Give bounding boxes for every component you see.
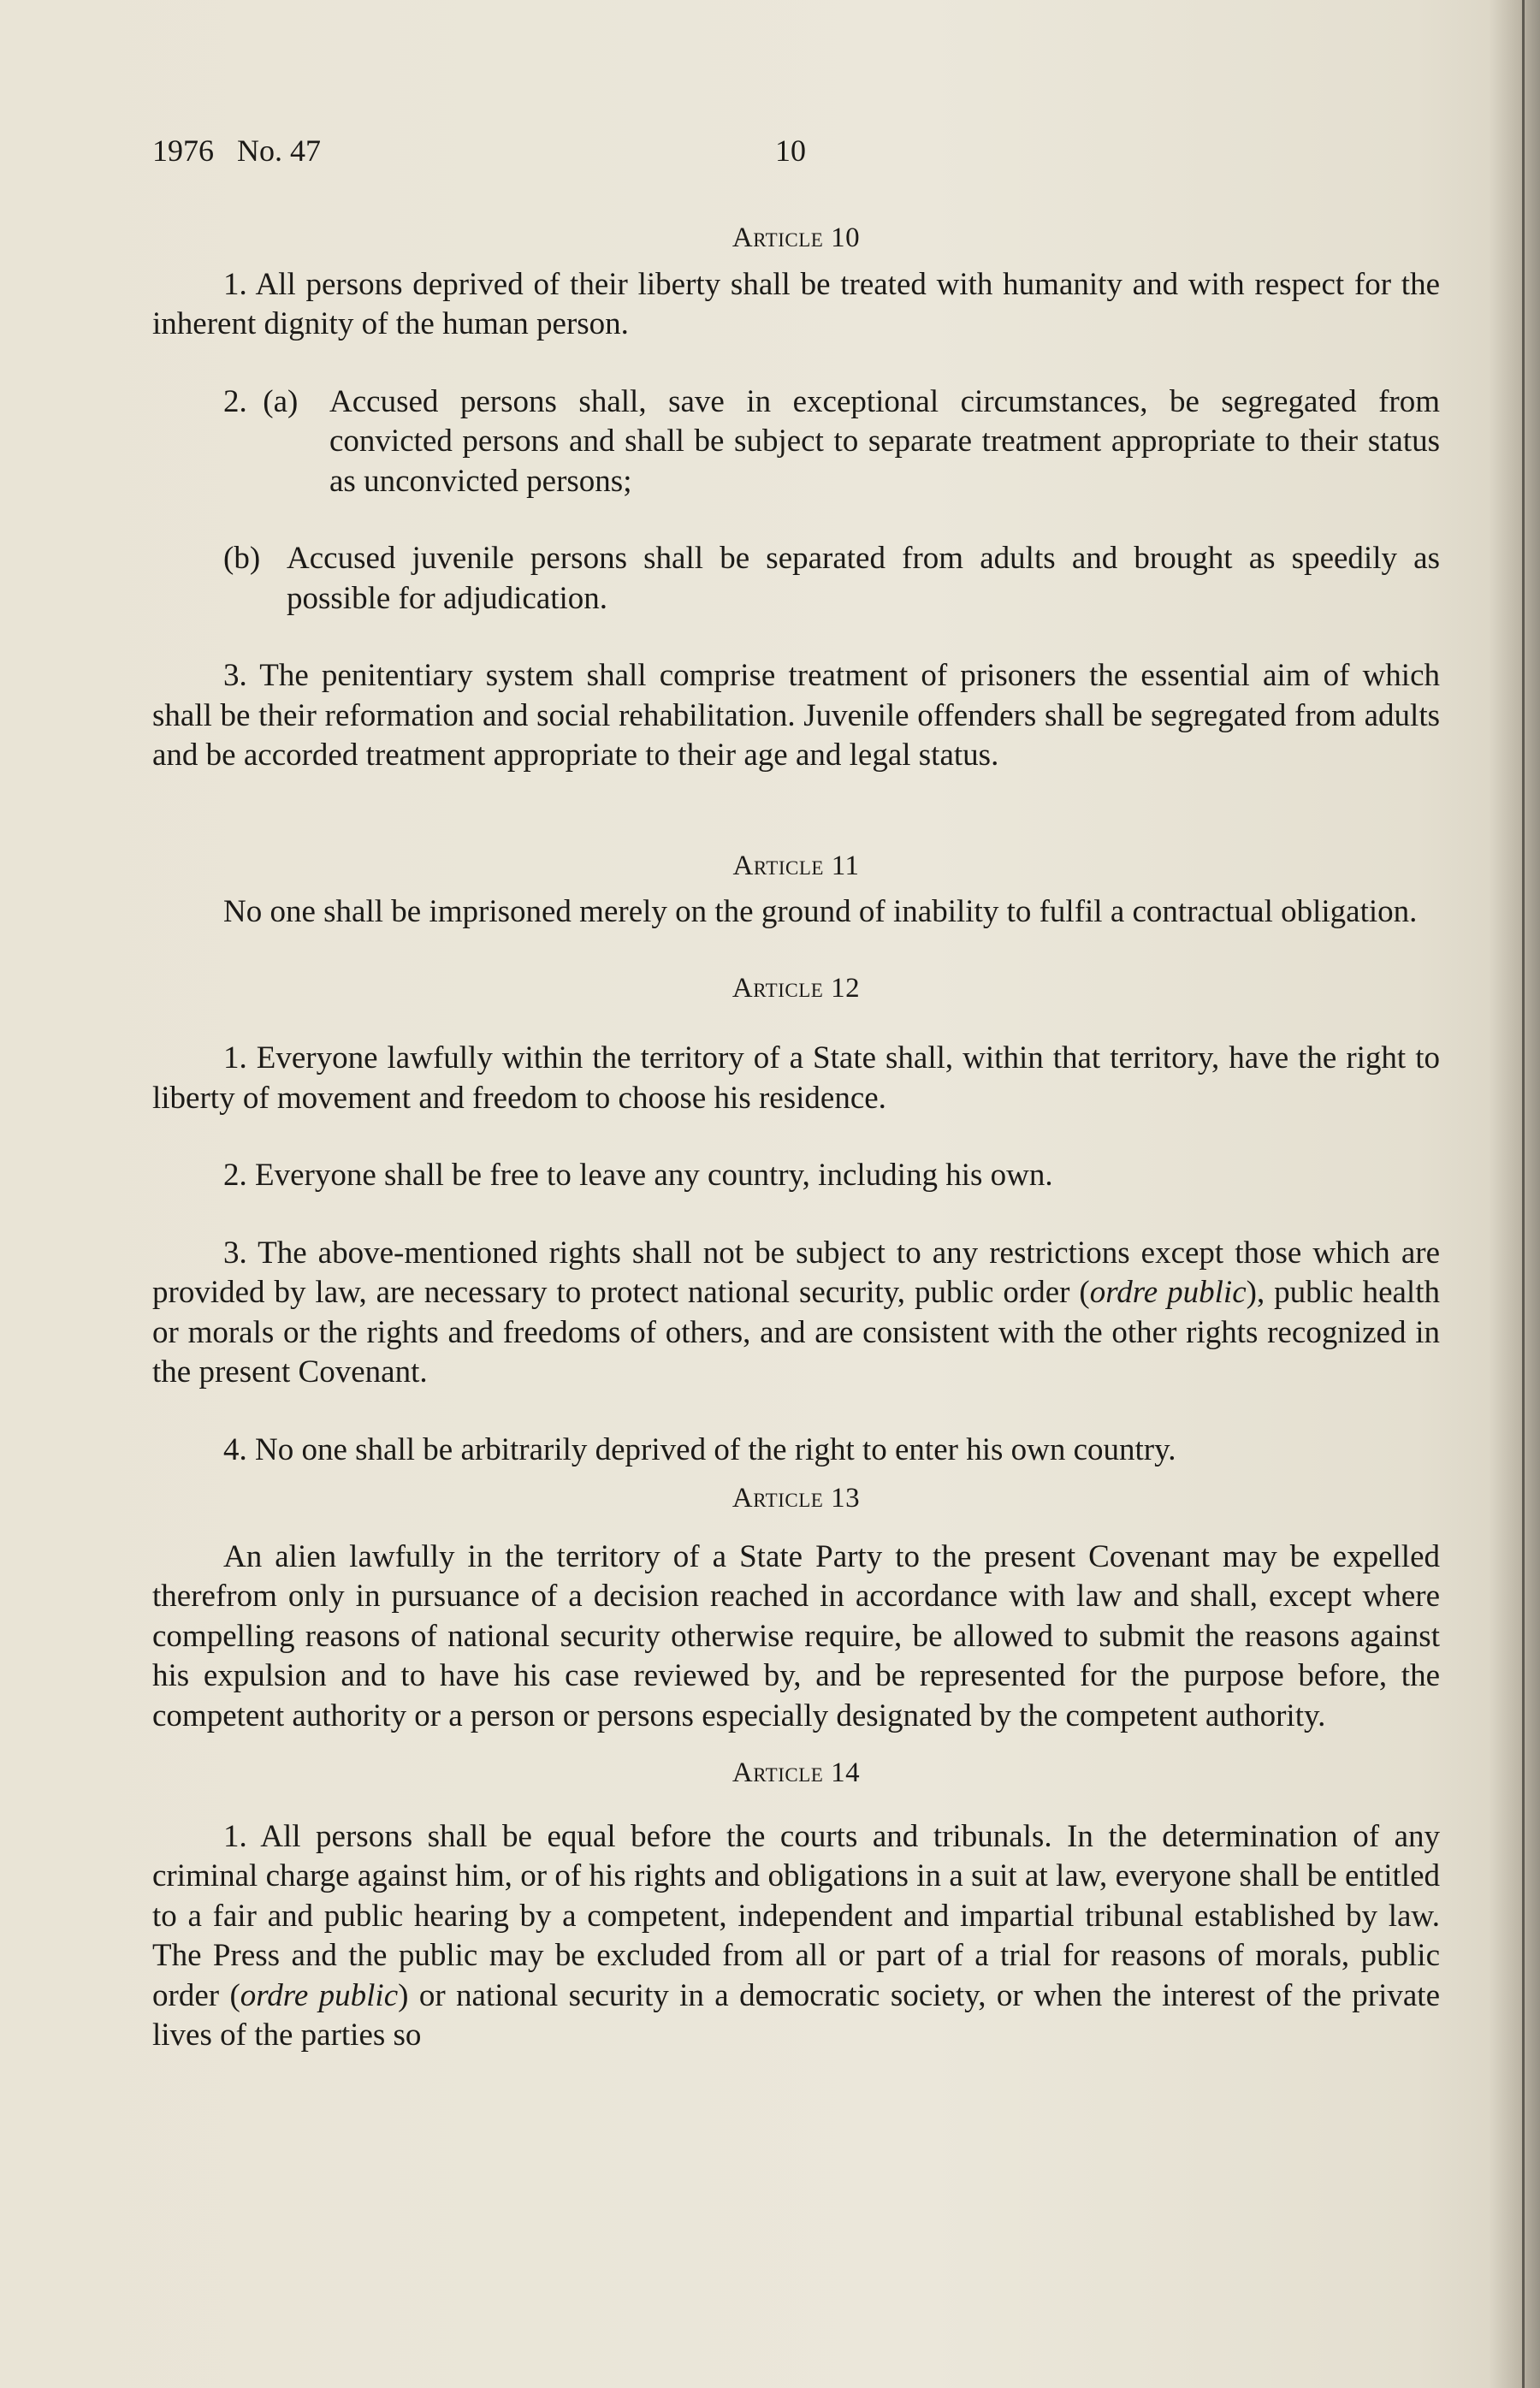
- article-13-paragraph-1: An alien lawfully in the territory of a State Party to the present Covenant may be expelled therefrom only in pursuance of a decision reached in accordance with law and shall, except where compelling reasons of national security otherwise require, be allowed to submit the reasons against his expulsion and to have his case reviewed by, and be represented for the purpose before, the competent authority or a person or persons especially designated by the competent authority.: [152, 1538, 1440, 1733]
- latin-term: ordre public: [240, 1977, 399, 2013]
- paragraph-label: (b): [223, 541, 261, 576]
- page-gutter-shadow: [1489, 0, 1540, 2388]
- paragraph-label: 2. (a): [223, 383, 299, 419]
- latin-term: ordre public: [1089, 1275, 1247, 1310]
- article-11-paragraph-1: No one shall be imprisoned merely on the ground of inability to fulfil a contractual obligation.: [223, 894, 1418, 929]
- article-10-paragraph-1: 1. All persons deprived of their liberty shall be treated with humanity and with respect for the inherent dignity of the human person.: [152, 266, 1440, 341]
- article-14-paragraph-1: 1. All persons shall be equal before the courts and tribunals. In the determination of any criminal charge against him, or of his rights and obligations in a suit at law, everyone shall be entitled to a fair and public hearing by a competent, independent and impartial tribunal established by law. The Press and the public may be excluded from all or part of a trial for reasons of morals, public order (ordre public) or national security in a democratic society, or when the interest of the private lives of the parties so: [152, 1818, 1440, 2053]
- article-11-heading: Article 11: [732, 850, 860, 881]
- article-10-paragraph-2a: 2. (a) Accused persons shall, save in exceptional circumstances, be segregated from convicted persons and shall be subject to separate treatment appropriate to their status as unconvicted persons;: [223, 383, 1440, 499]
- page-body: [152, 218, 1440, 2056]
- running-header: [152, 133, 1453, 175]
- page-number: 10: [775, 133, 806, 168]
- document-reference: 1976 No. 47: [152, 133, 321, 168]
- article-12-paragraph-4: 4. No one shall be arbitrarily deprived of the right to enter his own country.: [223, 1431, 1176, 1467]
- article-13-heading: Article 13: [732, 1483, 861, 1514]
- article-12-paragraph-2: 2. Everyone shall be free to leave any country, including his own.: [223, 1158, 1053, 1193]
- article-12-paragraph-3: 3. The above-mentioned rights shall not be subject to any restrictions except those which are provided by law, are necessary to protect national security, public order (ordre public), public health or morals or the rights and freedoms of others, and are consistent with the other rights recognized in the present Covenant.: [152, 1235, 1440, 1390]
- page-edge: [1522, 0, 1525, 2388]
- article-10-heading: Article 10: [732, 222, 861, 253]
- article-12-heading: Article 12: [732, 972, 861, 1004]
- article-10-paragraph-2b: (b) Accused juvenile persons shall be separated from adults and brought as speedily as possible for adjudication.: [223, 541, 1440, 616]
- article-12-paragraph-1: 1. Everyone lawfully within the territory of a State shall, within that territory, have the right to liberty of movement and freedom to choose his residence.: [152, 1040, 1440, 1116]
- article-14-heading: Article 14: [732, 1757, 861, 1788]
- article-10-paragraph-3: 3. The penitentiary system shall comprise treatment of prisoners the essential aim of which shall be their reformation and social rehabilitation. Juvenile offenders shall be segregated from adults and be accorded treatment appropriate to their age and legal status.: [152, 658, 1440, 773]
